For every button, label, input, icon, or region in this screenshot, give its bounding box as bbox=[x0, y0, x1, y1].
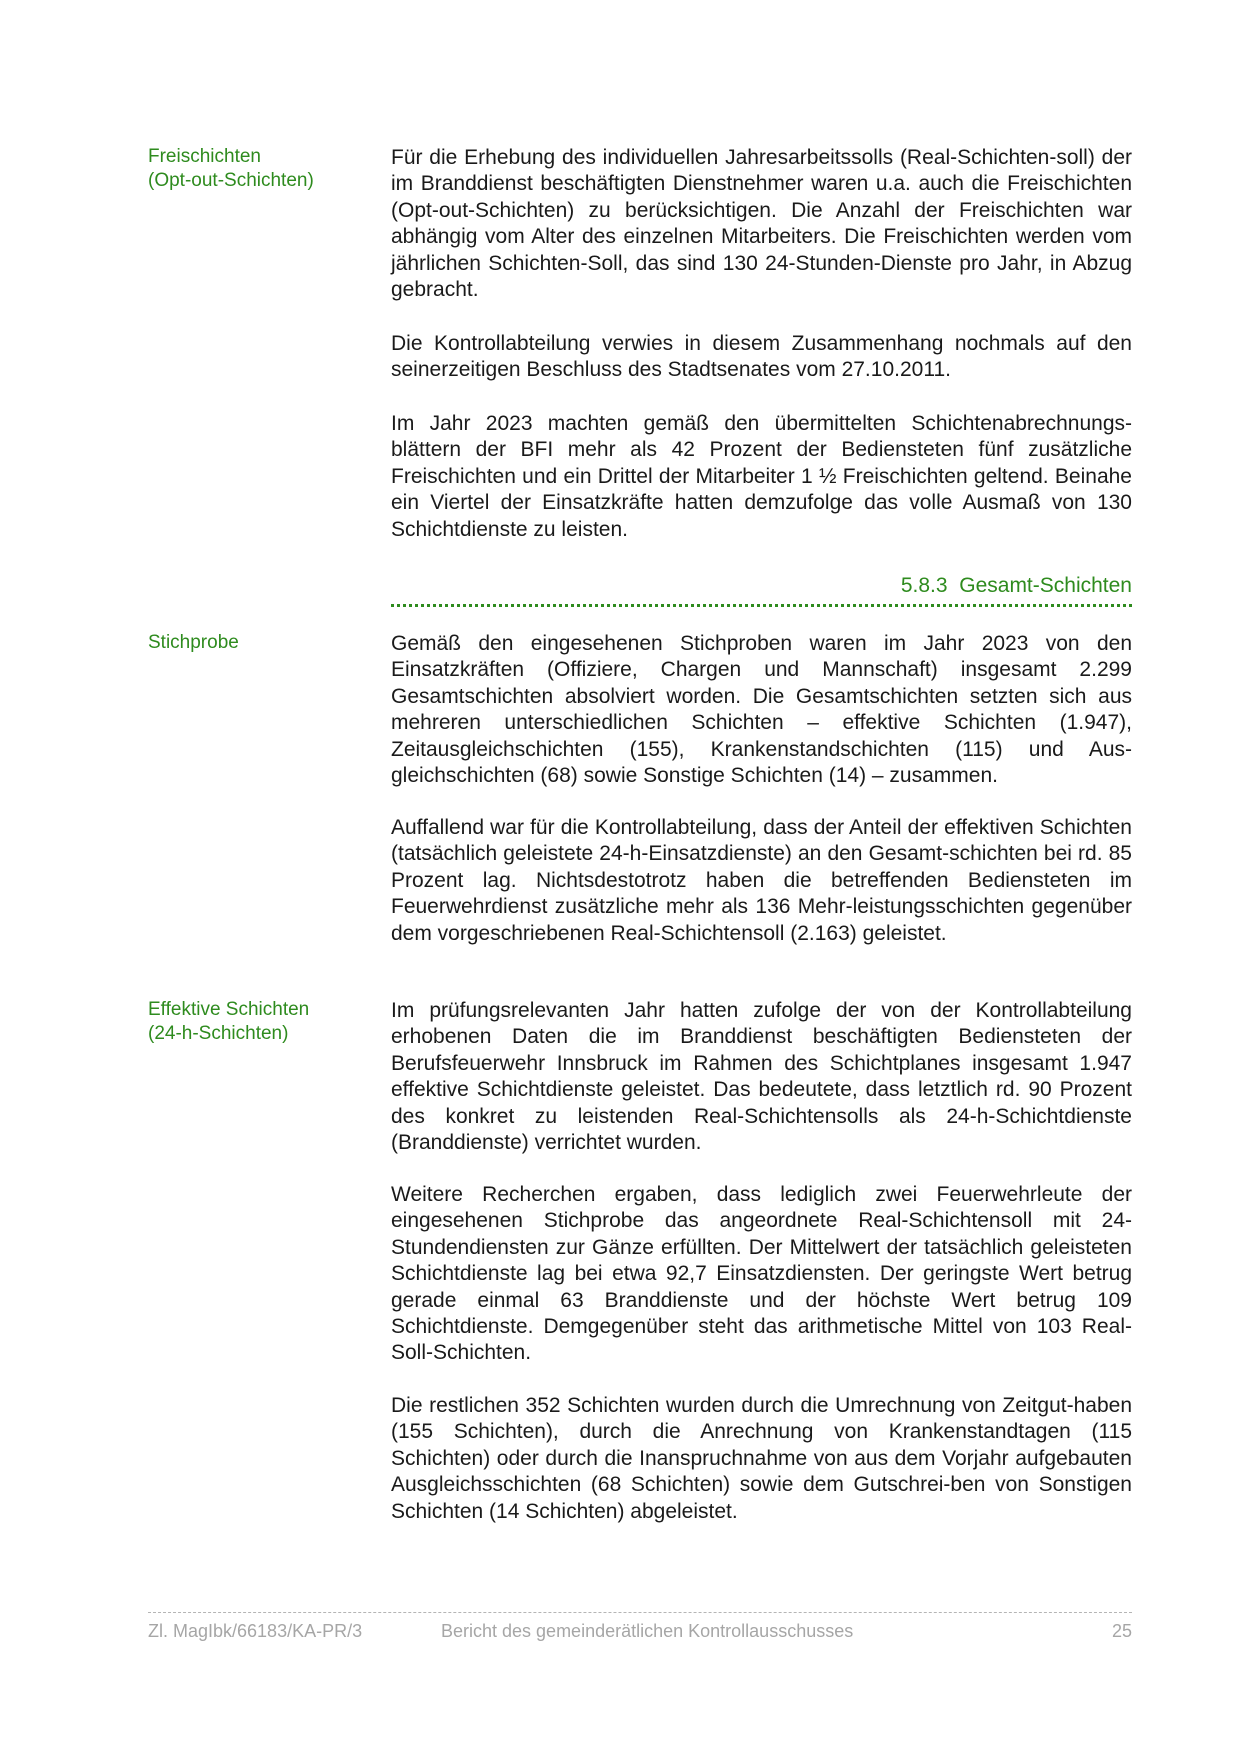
paragraph-block bbox=[391, 1182, 1132, 1367]
paragraph-block bbox=[391, 998, 1132, 1156]
paragraph-recherchen: Weitere Recherchen ergaben, dass lediglich zwei Feuerwehrleute der eingesehenen Stichprobe das angeordnete Real-Schichtensoll mit 24-Stundendiensten zur Gänze erfüllten. Der Mittelwert der tatsächlich geleisteten Schichtdienste lag bei etwa 92,7 Einsatzdiensten. Der geringste Wert betrug gerade einmal 63 Branddienste und der höchste Wert betrug 109 Schichtdienste. Demgegenüber steht das arithmetische Mittel von 103 Real-Soll-Schichten. bbox=[391, 1183, 1132, 1365]
paragraph-block bbox=[391, 331, 1132, 384]
footer-page-number: 25 bbox=[1111, 1621, 1132, 1641]
section-number: 5.8.3 bbox=[900, 574, 948, 597]
paragraph-anteil-effektiv: Auffallend war für die Kontrollabteilung, dass der Anteil der effektiven Schichten (tatsächlich geleistete 24-h-Einsatzdienste) an den Gesamt-schichten bei rd. 85 Prozent lag. Nichtsdestotrotz haben die betreffenden Bediensteten im Feuerwehrdienst zusätzliche mehr als 136 Mehr-leistungsschichten gegenüber dem vorgeschriebenen Real-Schichtensoll (2.163) geleistet. bbox=[391, 816, 1132, 945]
footer-reference: Zl. MagIbk/66183/KA-PR/3 bbox=[148, 1621, 363, 1641]
footer-divider bbox=[148, 1612, 1132, 1613]
paragraph-block bbox=[391, 631, 1132, 789]
margin-note-line: (24-h-Schichten) bbox=[148, 1023, 289, 1044]
footer-report-title: Bericht des gemeinderätlichen Kontrollausschusses bbox=[441, 1621, 854, 1641]
paragraph-block bbox=[391, 411, 1132, 543]
margin-note-line: (Opt-out-Schichten) bbox=[148, 170, 314, 191]
paragraph-block bbox=[391, 145, 1132, 303]
paragraph-stichprobe: Gemäß den eingesehenen Stichproben waren im Jahr 2023 von den Einsatzkräften (Offiziere, Chargen und Mannschaft) insgesamt 2.299 Gesamtschichten absolviert worden. Die Gesamtschichten setzten sich aus mehreren unterschiedlichen Schichten – effektive Schichten (1.947), Zeitausgleichschichten (155), Krankenstandschichten (115) und Aus-gleichschichten (68) sowie Sonstige Schichten (14) – zusammen. bbox=[391, 632, 1132, 788]
section-title: Gesamt-Schichten bbox=[959, 574, 1132, 597]
margin-note-line: Effektive Schichten bbox=[148, 999, 310, 1020]
paragraph-freischichten-2023: Im Jahr 2023 machten gemäß den übermittelten Schichtenabrechnungs-blättern der BFI mehr als 42 Prozent der Bediensteten fünf zusätzliche Freischichten und ein Drittel der Mitarbeiter 1 ½ Freischichten geltend. Beinahe ein Viertel der Einsatzkräfte hatten demzufolge das volle Ausmaß von 130 Schichtdienste zu leisten. bbox=[391, 412, 1132, 541]
margin-note-line: Freischichten bbox=[148, 146, 261, 167]
margin-note-effektive-schichten bbox=[148, 998, 388, 1046]
section-divider bbox=[391, 604, 1132, 607]
paragraph-effektive-schichten: Im prüfungsrelevanten Jahr hatten zufolge der von der Kontrollabteilung erhobenen Daten die im Branddienst beschäftigten Bediensteten der Berufsfeuerwehr Innsbruck im Rahmen des Schichtplanes insgesamt 1.947 effektive Schichtdienste geleistet. Das bedeutete, dass letztlich rd. 90 Prozent des konkret zu leistenden Real-Schichtensolls als 24-h-Schichtdienste (Branddienste) verrichtet wurden. bbox=[391, 999, 1132, 1155]
paragraph-block bbox=[391, 815, 1132, 947]
section-heading bbox=[391, 573, 1132, 599]
margin-note-line: Stichprobe bbox=[148, 632, 239, 653]
paragraph-block bbox=[391, 1393, 1132, 1525]
margin-note-freischichten bbox=[148, 145, 388, 193]
paragraph-freischichten: Für die Erhebung des individuellen Jahresarbeitssolls (Real-Schichten-soll) der im Branddienst beschäftigten Dienstnehmer waren u.a. auch die Freischichten (Opt-out-Schichten) zu berücksichtigen. Die Anzahl der Freischichten war abhängig vom Alter des einzelnen Mitarbeiters. Die Freischichten werden vom jährlichen Schichten-Soll, das sind 130 24-Stunden-Dienste pro Jahr, in Abzug gebracht. bbox=[391, 146, 1132, 302]
margin-note-stichprobe bbox=[148, 631, 388, 655]
paragraph-restliche-schichten: Die restlichen 352 Schichten wurden durch die Umrechnung von Zeitgut-haben (155 Schichten), durch die Anrechnung von Krankenstandtagen (115 Schichten) oder durch die Inanspruchnahme von aus dem Vorjahr aufgebauten Ausgleichsschichten (68 Schichten) sowie dem Gutschrei-ben von Sonstigen Schichten (14 Schichten) abgeleistet. bbox=[391, 1394, 1132, 1523]
paragraph-stadtsenat: Die Kontrollabteilung verwies in diesem Zusammenhang nochmals auf den seinerzeitigen Beschluss des Stadtsenates vom 27.10.2011. bbox=[391, 332, 1132, 382]
